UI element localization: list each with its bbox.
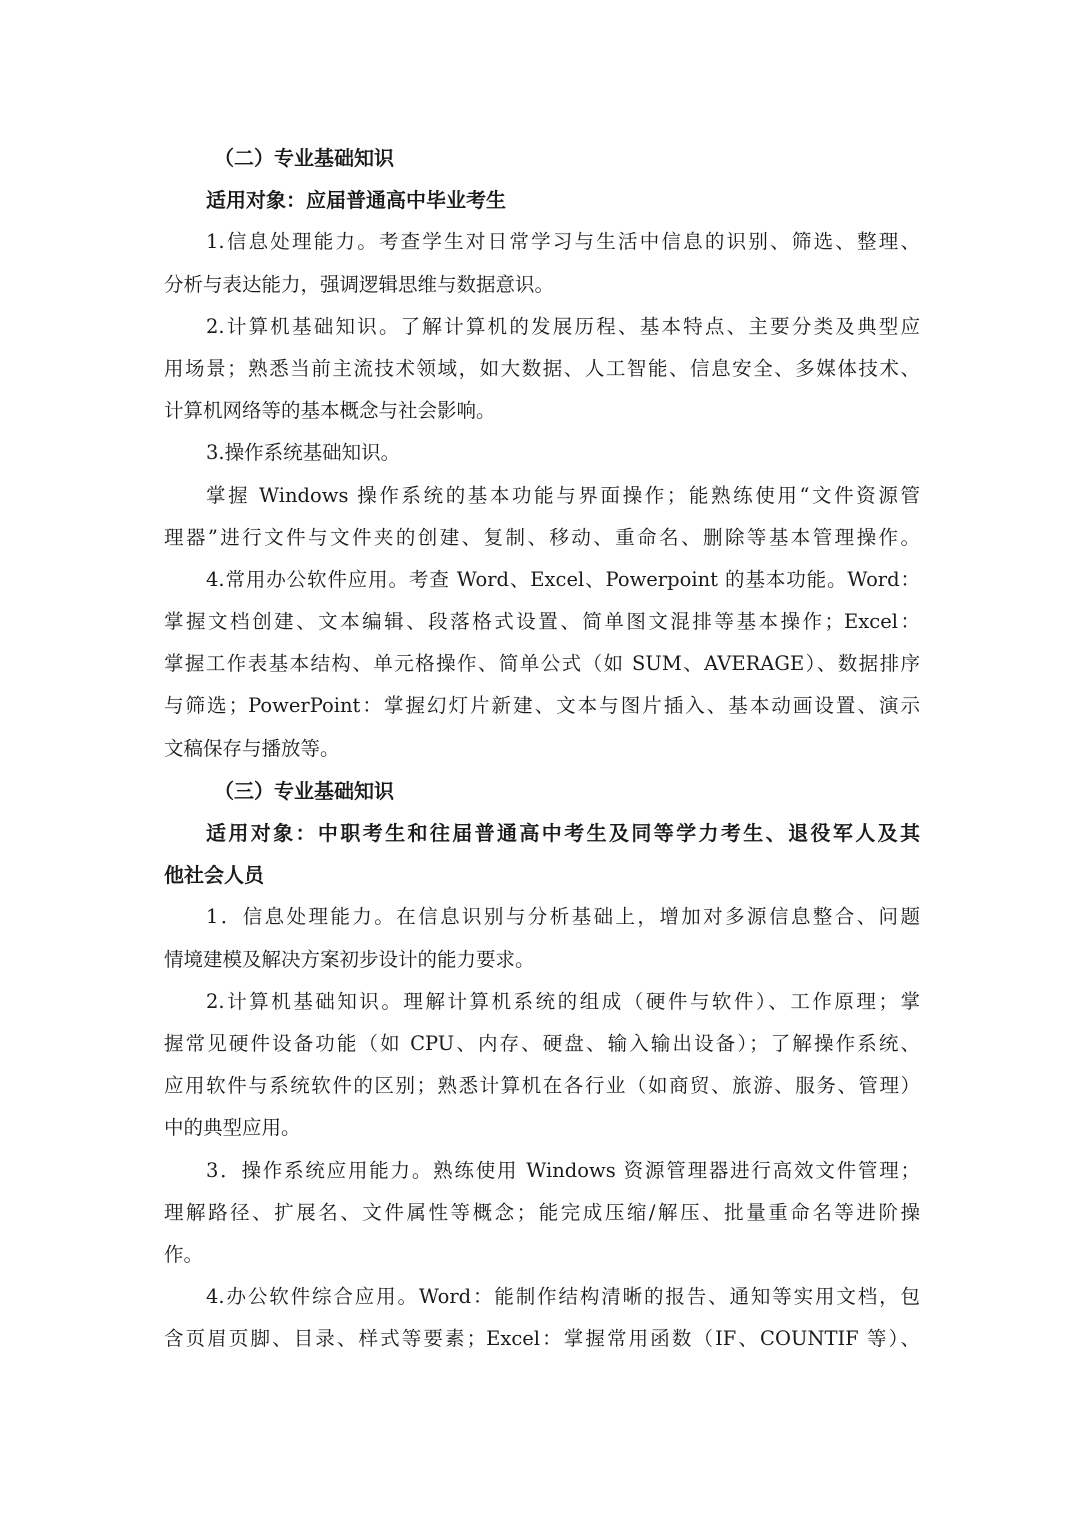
target-audience-3 xyxy=(164,812,920,896)
paragraph-line: 含页眉页脚、目录、样式等要素；Excel：掌握常用函数（IF、COUNTIF 等）、 xyxy=(164,1327,920,1351)
paragraph-os-basics xyxy=(164,432,920,474)
paragraph-line: 理器”进行文件与文件夹的创建、复制、移动、重命名、删除等基本管理操作。 xyxy=(164,525,920,549)
target-audience-2: 适用对象：应届普通高中毕业考生 xyxy=(206,188,506,213)
paragraph-line: 文稿保存与播放等。 xyxy=(164,736,340,760)
section-heading-2: （二）专业基础知识 xyxy=(214,146,394,170)
paragraph-line: 掌握文档创建、文本编辑、段落格式设置、简单图文混排等基本操作；Excel： xyxy=(164,610,920,634)
paragraph-line: 应用软件与系统软件的区别；熟悉计算机在各行业（如商贸、旅游、服务、管理） xyxy=(164,1074,920,1098)
paragraph-line: 掌握 Windows 操作系统的基本功能与界面操作；能熟练使用“文件资源管 xyxy=(206,483,920,507)
section-heading-3: （三）专业基础知识 xyxy=(214,778,394,803)
paragraph-line: 3．操作系统应用能力。熟练使用 Windows 资源管理器进行高效文件管理； xyxy=(206,1158,920,1182)
paragraph-line: 2.计算机基础知识。了解计算机的发展历程、基本特点、主要分类及典型应 xyxy=(206,314,920,338)
paragraph-info-processing xyxy=(164,221,920,305)
paragraph-line: 适用对象：中职考生和往届普通高中考生及同等学力考生、退役军人及其 xyxy=(206,821,920,845)
paragraph-line: 他社会人员 xyxy=(164,863,264,888)
paragraph-line: 作。 xyxy=(164,1242,204,1266)
paragraph-line: 2.计算机基础知识。理解计算机系统的组成（硬件与软件）、工作原理；掌 xyxy=(206,989,920,1013)
paragraph-os-application xyxy=(164,1150,920,1277)
paragraph-line: 1．信息处理能力。在信息识别与分析基础上，增加对多源信息整合、问题 xyxy=(206,905,920,929)
paragraph-windows xyxy=(164,475,920,559)
paragraph-computer-basics xyxy=(164,306,920,433)
paragraph-line: 分析与表达能力，强调逻辑思维与数据意识。 xyxy=(164,272,555,296)
paragraph-line: 4.办公软件综合应用。Word：能制作结构清晰的报告、通知等实用文档，包 xyxy=(206,1285,920,1309)
paragraph-office-software xyxy=(164,559,920,770)
paragraph-line: 4.常用办公软件应用。考查 Word、Excel、Powerpoint 的基本功能。Word： xyxy=(206,567,920,591)
paragraph-line: 情境建模及解决方案初步设计的能力要求。 xyxy=(164,947,535,971)
paragraph-line: 1.信息处理能力。考查学生对日常学习与生活中信息的识别、筛选、整理、 xyxy=(206,230,920,254)
paragraph-info-processing-advanced xyxy=(164,896,920,980)
paragraph-line: 握常见硬件设备功能（如 CPU、内存、硬盘、输入输出设备）；了解操作系统、 xyxy=(164,1031,920,1055)
paragraph-line: 与筛选；PowerPoint：掌握幻灯片新建、文本与图片插入、基本动画设置、演示 xyxy=(164,694,920,718)
paragraph-office-advanced xyxy=(164,1276,920,1360)
paragraph-line: 理解路径、扩展名、文件属性等概念；能完成压缩/解压、批量重命名等进阶操 xyxy=(164,1200,920,1224)
paragraph-line: 掌握工作表基本结构、单元格操作、简单公式（如 SUM、AVERAGE）、数据排序 xyxy=(164,652,920,676)
document-body xyxy=(164,137,920,1360)
paragraph-line: 中的典型应用。 xyxy=(164,1116,301,1140)
paragraph-line: 3.操作系统基础知识。 xyxy=(206,441,401,465)
paragraph-line: 用场景；熟悉当前主流技术领域，如大数据、人工智能、信息安全、多媒体技术、 xyxy=(164,356,920,380)
paragraph-line: 计算机网络等的基本概念与社会影响。 xyxy=(164,399,496,423)
paragraph-computer-basics-advanced xyxy=(164,981,920,1150)
